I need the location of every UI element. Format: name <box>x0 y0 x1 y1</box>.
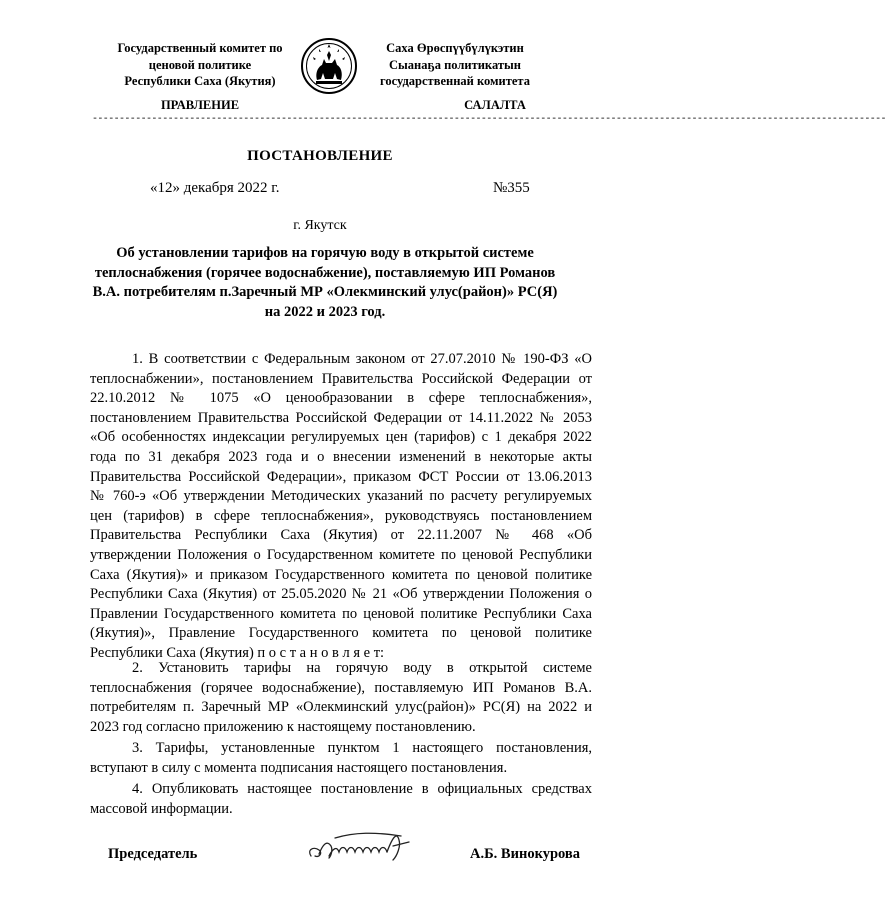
paragraph-line: утверждении Положения о Государственном комитете по ценовой Республики <box>90 546 592 563</box>
paragraph-line: (Якутия)», Правление Государственного комитета по ценовой политике <box>90 625 592 642</box>
paragraph-line: массовой информации. <box>90 800 233 817</box>
org-name-left <box>80 40 320 90</box>
paragraph-line: 4. Опубликовать настоящее постановление в официальных средствах <box>132 781 592 797</box>
paragraph-3 <box>90 739 592 778</box>
paragraph-line: Правлении Государственного комитета по ценовой политике Республики Саха <box>90 605 592 622</box>
paragraph-line: Правительства Российской Федерации», приказом ФСТ России от 13.06.2013 <box>90 468 592 485</box>
dept-label-right: САЛАЛТА <box>464 98 526 112</box>
document-title-line: Об установлении тарифов на горячую воду в открытой системе <box>116 245 534 261</box>
org-name-right <box>335 40 575 90</box>
paragraph-4 <box>90 780 592 819</box>
paragraph-line: вступают в силу с момента подписания настоящего постановления. <box>90 759 508 776</box>
paragraph-line: «Об особенностях индексации регулируемых цен (тарифов) с 1 декабря 2022 <box>90 429 592 446</box>
paragraph-line: постановлением Правительства Российской Федерации от 14.11.2022 № 2053 <box>90 409 592 426</box>
document-type-heading: ПОСТАНОВЛЕНИЕ <box>247 148 393 164</box>
paragraph-line: Саха (Якутия)» и приказом Государственного комитета по ценовой политике <box>90 566 592 583</box>
paragraph-1 <box>90 350 592 664</box>
paragraph-line: потребителям п. Заречный МР «Олекминский улус(район)» РС(Я) на 2022 и <box>90 699 592 716</box>
org-name-right-line: Саха Өрөспүүбүлүкэтин <box>386 41 524 55</box>
paragraph-line: 2. Установить тарифы на горячую воду в открытой системе <box>132 660 592 676</box>
paragraph-line: 1. В соответствии с Федеральным законом от 27.07.2010 № 190-ФЗ «О <box>132 351 592 367</box>
org-name-right-line: государственнай комитета <box>380 74 530 88</box>
document-title-line: В.А. потребителям п.Заречный МР «Олекминский улус(район)» РС(Я) <box>92 284 558 300</box>
document-number: №355 <box>493 180 530 196</box>
org-name-right-line: Сыанаҕа политикатын <box>389 57 521 72</box>
paragraph-line: Республики Саха (Якутия) п о с т а н о в л я е т: <box>90 644 385 661</box>
paragraph-line: Правительства Республики Саха (Якутия) от 22.11.2007 № 468 «Об <box>90 527 592 544</box>
paragraph-line: теплоснабжении», постановлением Правительства Российской Федерации от <box>90 370 592 387</box>
org-name-left-line: Республики Саха (Якутия) <box>124 74 276 88</box>
header-separator: --------------------------------------------------------------------------------------------------------------------------------------------------- <box>92 114 886 125</box>
dept-label-left: ПРАВЛЕНИЕ <box>160 98 240 112</box>
org-name-left-line: Государственный комитет по <box>117 41 283 55</box>
document-title <box>80 244 570 322</box>
paragraph-line: теплоснабжения (горячее водоснабжение), поставляемую ИП Романов В.А. <box>90 679 592 696</box>
signatory-role: Председатель <box>108 846 198 862</box>
handwritten-signature <box>305 826 415 868</box>
document-city: г. Якутск <box>293 218 347 233</box>
org-name-left-line: ценовой политике <box>148 57 252 72</box>
document-title-line: на 2022 и 2023 год. <box>264 303 386 320</box>
paragraph-line: 2023 год согласно приложению к настоящему постановлению. <box>90 718 476 735</box>
signatory-name: А.Б. Винокурова <box>470 846 580 862</box>
paragraph-2 <box>90 659 592 737</box>
paragraph-line: № 760-э «Об утверждении Методических указаний по расчету регулируемых <box>90 488 592 505</box>
document-date: «12» декабря 2022 г. <box>150 180 280 196</box>
paragraph-line: года по 31 декабря 2023 года и о внесении изменений в некоторые акты <box>90 448 592 465</box>
paragraph-line: 3. Тарифы, установленные пунктом 1 настоящего постановления, <box>132 740 592 756</box>
paragraph-line: 22.10.2012 № 1075 «О ценообразовании в сфере теплоснабжения», <box>90 390 592 407</box>
paragraph-line: цен (тарифов) в сфере теплоснабжения», руководствуясь постановлением <box>90 507 592 524</box>
document-title-line: теплоснабжения (горячее водоснабжение), поставляемую ИП Романов <box>94 264 556 281</box>
paragraph-line: Республики Саха (Якутия) от 25.05.2020 № 21 «Об утверждении Положения о <box>90 586 592 603</box>
